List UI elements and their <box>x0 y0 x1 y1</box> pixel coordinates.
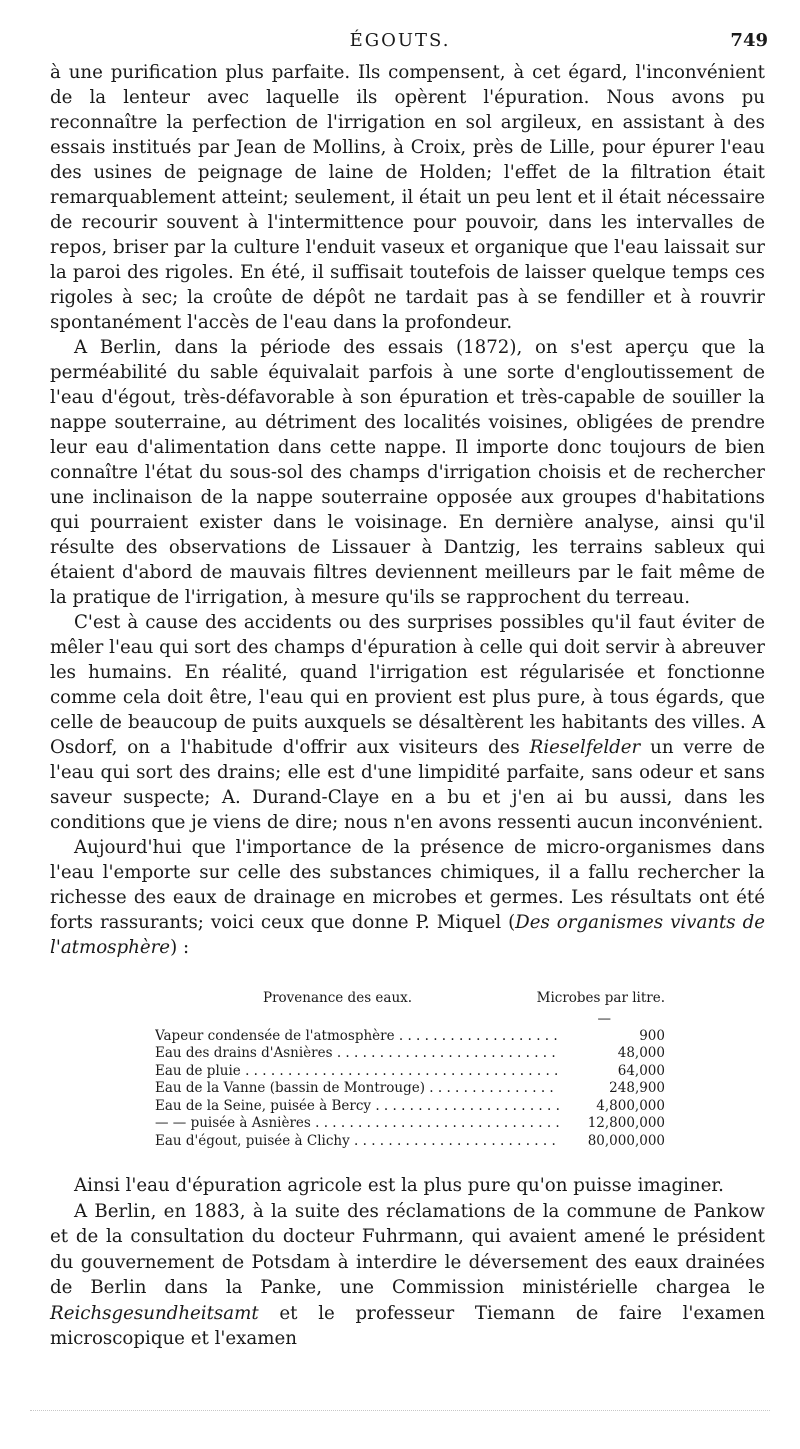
term-reichsgesundheitsamt: Reichsgesundheitsamt <box>50 1302 259 1324</box>
page-number: 749 <box>730 30 768 51</box>
table-row <box>155 1133 665 1151</box>
body-text <box>50 60 765 960</box>
paragraph-6-part-b: et le professeur Tiemann de faire l'examen microscopique et l'examen <box>50 1302 765 1349</box>
row-source: Eau de pluie . . . <box>155 1063 559 1081</box>
row-source: Eau de la Seine, puisée à Bercy . . . <box>155 1098 559 1116</box>
row-source: Eau des drains d'Asnières . . . <box>155 1045 559 1063</box>
row-count: 248,900 <box>609 1080 665 1096</box>
table-rows <box>155 1028 665 1151</box>
column-header-source: Provenance des eaux. <box>263 990 413 1006</box>
footer-rule <box>30 1410 770 1415</box>
row-count: 64,000 <box>617 1062 665 1079</box>
paragraph-6-part-a: A Berlin, en 1883, à la suite des réclamations de la commune de Pankow et de la consultation du docteur Fuhrmann, qui avaient amené le président du gouvernement de Potsdam à interdire le déversement des eaux drainées de Berlin dans la Panke, une Commission ministérielle chargea le <box>50 1200 765 1298</box>
table-header <box>155 990 665 1008</box>
column-header-count: Microbes par litre. <box>536 990 665 1006</box>
paragraph-3-part-a: C'est à cause des accidents ou des surprises possibles qu'il faut éviter de mêler l'eau qui sort des champs d'épuration à celle qui doit servir à abreuver les humains. En réalité, quand l'irrigation est régularisée et fonctionne comme cela doit être, l'eau qui en provient est plus pure, à tous égards, que celle de beaucoup de puits auxquels se désaltèrent les habitants des villes. A Osdorf, on a l'habitude d'offrir aux visiteurs des <box>50 612 765 758</box>
row-count: 12,800,000 <box>587 1115 665 1131</box>
table-row <box>155 1063 665 1081</box>
paragraph-5: Ainsi l'eau d'épuration agricole est la plus pure qu'on puisse imaginer. <box>74 1175 724 1196</box>
after-table-text <box>50 1173 765 1352</box>
header-dash: — <box>597 1010 611 1027</box>
row-source: Eau de la Vanne (bassin de Montrouge) . . . <box>155 1080 559 1098</box>
table-row <box>155 1028 665 1046</box>
paragraph-4 <box>50 835 765 960</box>
row-count: 4,800,000 <box>596 1097 665 1114</box>
paragraph-2: A Berlin, dans la période des essais (1872), on s'est aperçu que la perméabilité du sable équivalait parfois à une sorte d'engloutissement de l'eau d'égout, très-défavorable à son épuration et très-capable de souiller la nappe souterraine, au détriment des localités voisines, obligées de prendre leur eau d'alimentation dans cette nappe. Il importe donc toujours de bien connaître l'état du sous-sol des champs d'irrigation choisis et de rechercher une inclinaison de la nappe souterraine opposée aux groupes d'habitations qui pourraient exister dans le voisinage. En dernière analyse, ainsi qu'il résulte des observations de Lissauer à Dantzig, les terrains sableux qui étaient d'abord de mauvais filtres deviennent meilleurs par le fait même de la pratique de l'irrigation, à mesure qu'ils se rapprochent du terreau. <box>50 337 765 608</box>
table-row <box>155 1080 665 1098</box>
row-count: 80,000,000 <box>587 1132 665 1149</box>
microbes-table <box>155 990 665 1150</box>
row-source: Vapeur condensée de l'atmosphère . . . <box>155 1028 559 1046</box>
row-count: 900 <box>639 1027 665 1044</box>
running-title: ÉGOUTS. <box>349 30 451 51</box>
paragraph-4-part-b: ) : <box>170 937 190 958</box>
term-rieselfelder: Rieselfelder <box>529 737 641 758</box>
paragraph-6 <box>50 1199 765 1352</box>
citation-title: Des organismes vivants de l'atmosphère <box>50 912 765 958</box>
paragraph-3-part-b: un verre de l'eau qui sort des drains; elle est d'une limpidité parfaite, sans odeur et sans saveur suspecte; A. Durand-Claye en a bu et j'en ai bu aussi, dans les conditions que je viens de dire; nous n'en avons ressenti aucun inconvénient. <box>50 737 765 833</box>
row-source: Eau d'égout, puisée à Clichy . . . <box>155 1133 559 1151</box>
table-row <box>155 1045 665 1063</box>
paragraph-3 <box>50 610 765 835</box>
row-count: 48,000 <box>617 1045 665 1061</box>
paragraph-1: à une purification plus parfaite. Ils compensent, à cet égard, l'inconvénient de la lenteur avec laquelle ils opèrent l'épuration. Nous avons pu reconnaître la perfection de l'irrigation en sol argileux, en assistant à des essais institués par Jean de Mollins, à Croix, près de Lille, pour épurer l'eau des usines de peignage de laine de Holden; l'effet de la filtration était remarquablement atteint; seulement, il était un peu lent et il était nécessaire de recourir souvent à l'intermittence pour pouvoir, dans les intervalles de repos, briser par la culture l'enduit vaseux et organique que l'eau laissait sur la paroi des rigoles. En été, il suffisait toutefois de laisser quelque temps ces rigoles à sec; la croûte de dépôt ne tardait pas à se fendiller et à rouvrir spontanément l'accès de l'eau dans la profondeur. <box>50 62 765 333</box>
table-row <box>155 1098 665 1116</box>
paragraph-4-part-a: Aujourd'hui que l'importance de la présence de micro-organismes dans l'eau l'emporte sur celle des substances chimiques, il a fallu rechercher la richesse des eaux de drainage en microbes et germes. Les résultats ont été forts rassurants; voici ceux que donne P. Miquel ( <box>50 837 765 933</box>
row-source: — — puisée à Asnières . . . <box>155 1115 559 1133</box>
table-row <box>155 1115 665 1133</box>
